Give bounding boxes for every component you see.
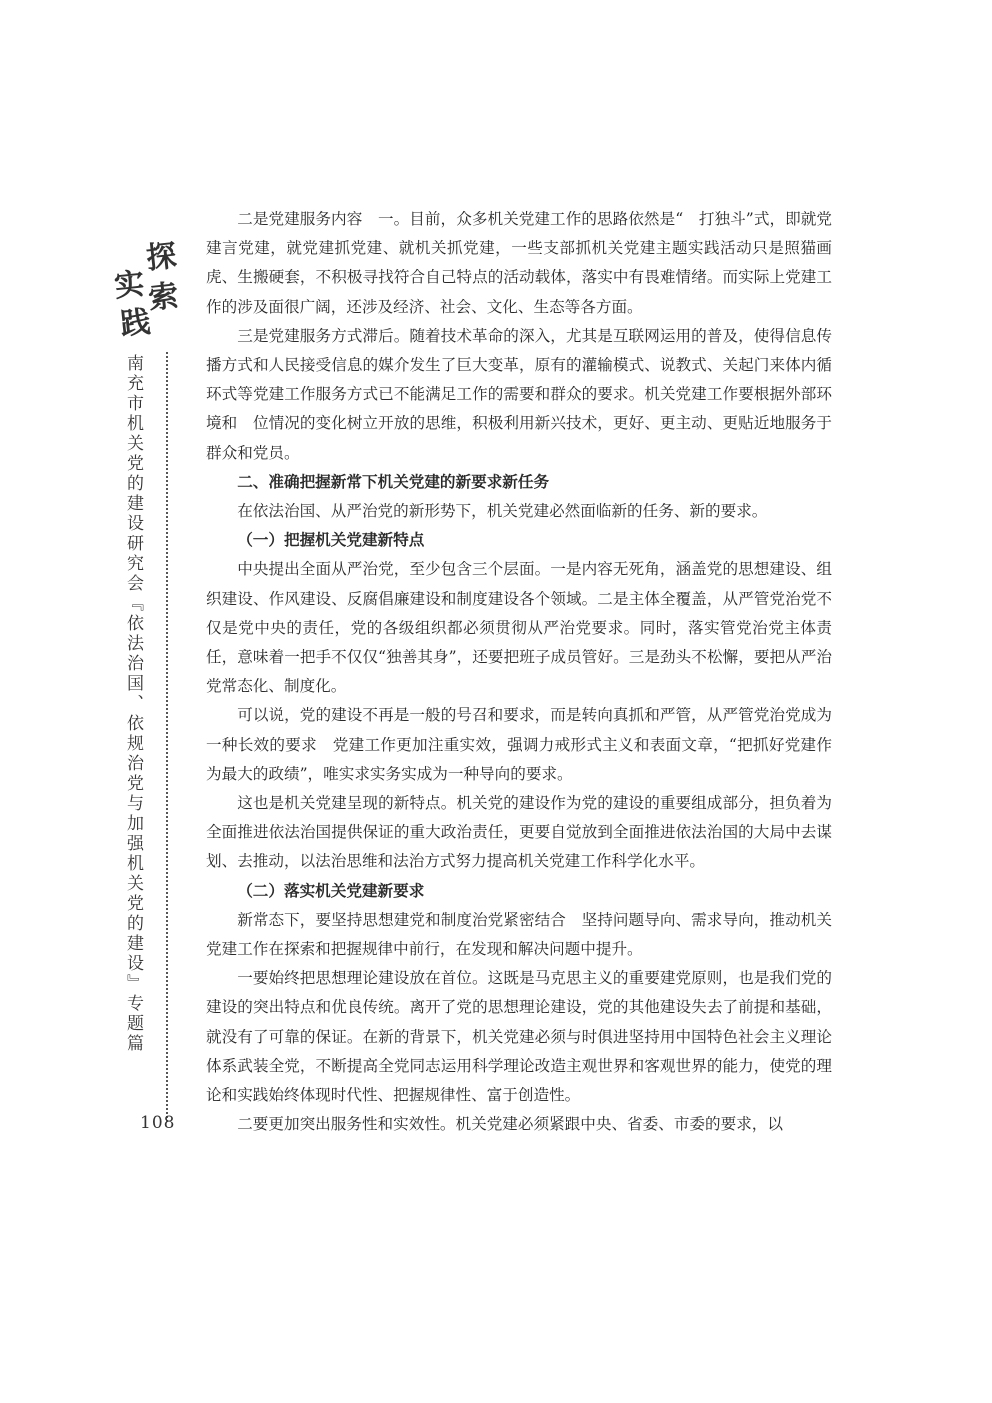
paragraph: 可以说，党的建设不再是一般的号召和要求，而是转向真抓和严管，从严管党治党成为一种长效的要求 党建工作更加注重实效，强调力戒形式主义和表面文章，“把抓好党建作为最大的政绩”，唯实求实务实成为一种导向的要求。 <box>206 706 832 783</box>
vertical-section-title: 南充市机关党的建设研究会『依法治国、依规治党与加强机关党的建设』专题篇 <box>123 354 143 1054</box>
section-heading: 二、准确把握新常下机关党建的新要求新任务 <box>237 472 550 491</box>
logo-char: 探 <box>144 238 179 277</box>
page-number: 108 <box>140 1113 176 1133</box>
paragraph: 一要始终把思想理论建设放在首位。这既是马克思主义的重要建党原则，也是我们党的建设的突出特点和优良传统。离开了党的思想理论建设，党的其他建设失去了前提和基础，就没有了可靠的保证。在新的背景下，机关党建必须与时俱进坚持用中国特色社会主义理论体系武装全党，不断提高全党同志运用科学理论改造主观世界和客观世界的能力，使党的理论和实践始终体现时代性、把握规律性、富于创造性。 <box>206 969 832 1105</box>
paragraph: 二要更加突出服务性和实效性。机关党建必须紧跟中央、省委、市委的要求，以 <box>237 1115 783 1134</box>
logo-char: 实 <box>112 266 147 305</box>
subsection-heading: （二）落实机关党建新要求 <box>237 881 425 900</box>
sidebar <box>110 232 190 1132</box>
logo-char: 践 <box>118 304 153 343</box>
paragraph: 新常态下，要坚持思想建党和制度治党紧密结合 坚持问题导向、需求导向，推动机关党建工作在探索和把握规律中前行，在发现和解决问题中提升。 <box>206 910 832 959</box>
subsection-heading: （一）把握机关党建新特点 <box>237 531 425 550</box>
column-logo <box>110 232 190 342</box>
body-text <box>206 205 832 1140</box>
paragraph: 在依法治国、从严治党的新形势下，机关党建必然面临新的任务、新的要求。 <box>237 502 768 521</box>
paragraph: 中央提出全面从严治党，至少包含三个层面。一是内容无死角，涵盖党的思想建设、组织建设、作风建设、反腐倡廉建设和制度建设各个领域。二是主体全覆盖，从严管党治党不仅是党中央的责任，党的各级组织都必须贯彻从严治党要求。同时，落实管党治党主体责任，意味着一把手不仅仅“独善其身”，还要把班子成员管好。三是劲头不松懈，要把从严治党常态化、制度化。 <box>206 560 832 696</box>
paragraph: 这也是机关党建呈现的新特点。机关党的建设作为党的建设的重要组成部分，担负着为全面推进依法治国提供保证的重大政治责任，更要自觉放到全面推进依法治国的大局中去谋划、去推动，以法治思维和法治方式努力提高机关党建工作科学化水平。 <box>206 794 832 871</box>
dotted-divider <box>166 352 168 1122</box>
logo-char: 索 <box>146 278 181 317</box>
paragraph: 三是党建服务方式滞后。随着技术革命的深入，尤其是互联网运用的普及，使得信息传播方式和人民接受信息的媒介发生了巨大变革，原有的灌输模式、说教式、关起门来体内循环式等党建工作服务方式已不能满足工作的需要和群众的要求。机关党建工作要根据外部环境和 位情况的变化树立开放的思维，积极利用新兴技术，更好、更主动、更贴近地服务于群众和党员。 <box>206 326 832 462</box>
paragraph: 二是党建服务内容 一。目前，众多机关党建工作的思路依然是“ 打独斗”式，即就党建言党建，就党建抓党建、就机关抓党建，一些支部抓机关党建主题实践活动只是照猫画虎、生搬硬套，不积极寻找符合自己特点的活动载体，落实中有畏难情绪。而实际上党建工作的涉及面很广阔，还涉及经济、社会、文化、生态等各方面。 <box>206 210 832 316</box>
